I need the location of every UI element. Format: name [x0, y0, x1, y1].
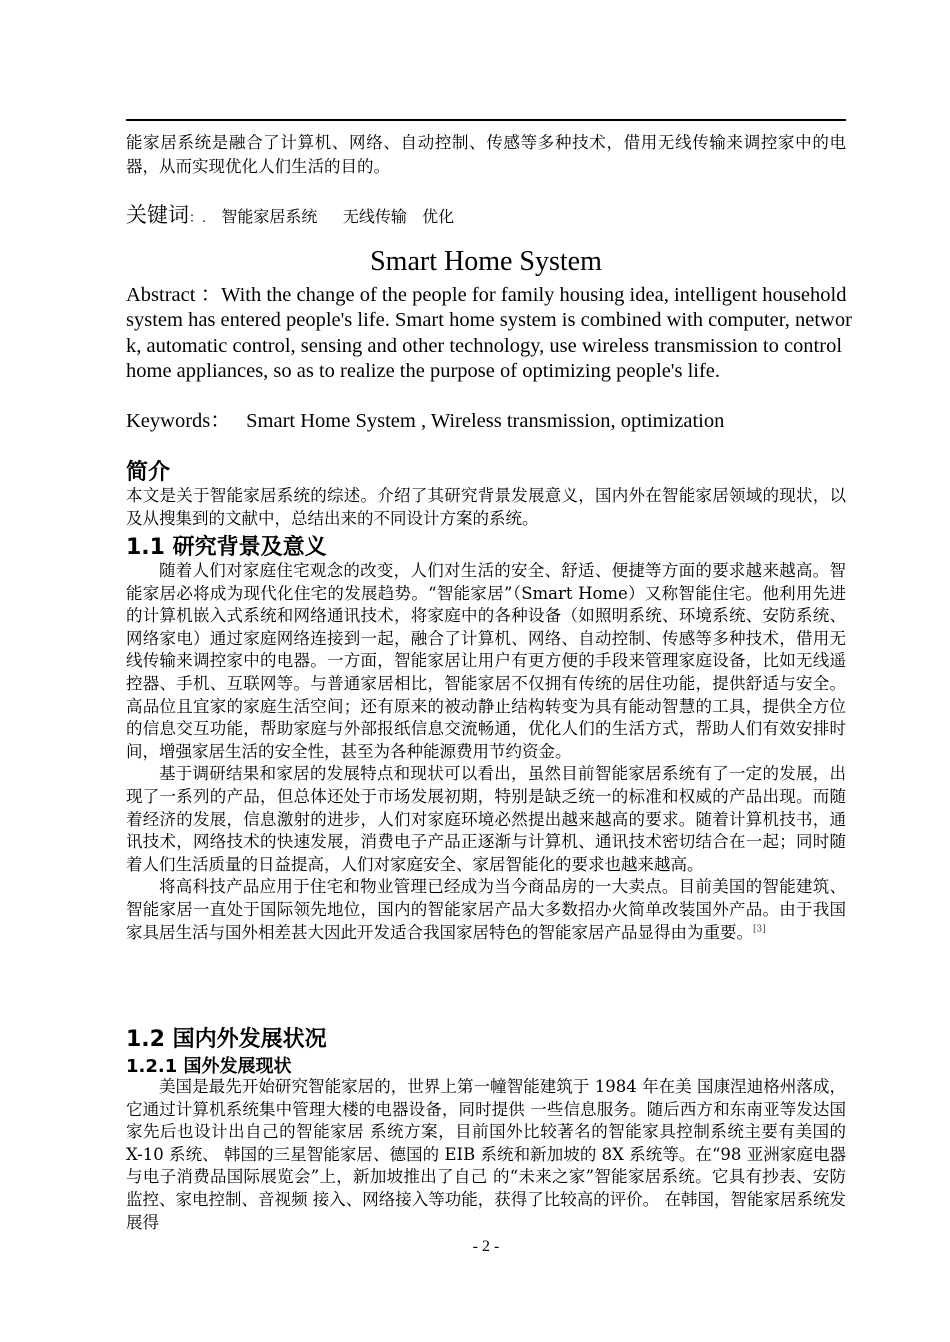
- chinese-keywords: [126, 199, 846, 229]
- english-keywords-label: Keywords：: [126, 410, 231, 432]
- paragraph-text: 将高科技产品应用于住宅和物业管理已经成为当今商品房的一大卖点。目前美国的智能建筑、智能家居一直处于国际领先地位，国内的智能家居产品大多数招办火简单改装国外产品。由于我国家具居生活与国外相差甚大因此开发适合我国家居特色的智能家居产品显得由为重要。: [126, 877, 846, 942]
- paragraph: 基于调研结果和家居的发展特点和现状可以看出，虽然目前智能家居系统有了一定的发展，出现了一系列的产品，但总体还处于市场发展初期，特别是缺乏统一的标准和权威的产品出现。而随着经济的发展，信息激射的进步，人们对家庭环境必然提出越来越高的要求。随着计算机技书，通讯技术，网络技术的快速发展，消费电子产品正逐渐与计算机、通讯技术密切结合在一起；同时随着人们生活质量的日益提高，人们对家庭安全、家居智能化的要求也越来越高。: [126, 764, 846, 874]
- citation-ref: [3]: [753, 924, 766, 934]
- english-keywords: [126, 409, 846, 434]
- section-1-1-body: [126, 560, 846, 944]
- keywords-label: 关键词: [126, 203, 189, 227]
- section-1-2-1-paragraph: 美国是最先开始研究智能家居的，世界上第一幢智能建筑于 1984 年在美 国康涅迪格州落成，它通过计算机系统集中管理大楼的电器设备，同时提供 一些信息服务。随后西方和东南亚等发达国家先后也设计出自己的智能家居 系统方案，目前国外比较著名的智能家具控制系统主要有美国的 X-10 系统、 韩国的三星智能家居、德国的 EIB 系统和新加坡的 8X 系统等。在“98 亚洲家庭电器与电子消费品国际展览会”上，新加坡推出了自己 的“未来之家”智能家居系统。它具有抄表、安防监控、家电控制、音视频 接入、网络接入等功能，获得了比较高的评价。 在韩国，智能家居系统发展得: [126, 1077, 846, 1232]
- paragraph: [126, 876, 846, 944]
- keyword-item: 智能家居系统: [221, 207, 318, 226]
- keywords-colon: ：.: [189, 211, 207, 226]
- section-1-1-heading: 1.1 研究背景及意义: [126, 535, 327, 560]
- english-keywords-value: Smart Home System , Wireless transmission, optimization: [246, 410, 725, 432]
- english-title: Smart Home System: [370, 246, 602, 277]
- keyword-item: 无线传输: [342, 207, 407, 226]
- section-1-2-heading: 1.2 国内外发展状况: [126, 1027, 327, 1052]
- keyword-item: 优化: [422, 207, 455, 226]
- english-abstract: Abstract ：With the change of the people for family housing idea, intelligent household system has entered people's life. Smart home system is combined with computer, network, automatic control, sensing and other technology, use wireless transmission to control home appliances, so as to realize the purpose of optimizing people's life.: [126, 284, 852, 383]
- header-rule: [126, 119, 846, 121]
- top-paragraph: 能家居系统是融合了计算机、网络、自动控制、传感等多种技术，借用无线传输来调控家中的电器，从而实现优化人们生活的目的。: [126, 133, 846, 176]
- page-number: - 2 -: [472, 1238, 500, 1255]
- intro-heading: 简介: [126, 460, 171, 485]
- intro-text: 本文是关于智能家居系统的综述。介绍了其研究背景发展意义，国内外在智能家居领域的现状，以及从搜集到的文献中，总结出来的不同设计方案的系统。: [126, 486, 846, 528]
- paragraph: 随着人们对家庭住宅观念的改变，人们对生活的安全、舒适、便捷等方面的要求越来越高。智能家居必将成为现代化住宅的发展趋势。“智能家居”（Smart Home）又称智能住宅。他利用先进的计算机嵌入式系统和网络通讯技术，将家庭中的各种设备（如照明系统、环境系统、安防系统、网络家电）通过家庭网络连接到一起，融合了计算机、网络、自动控制、传感等多种技术，借用无线传输来调控家中的电器。一方面，智能家居让用户有更方便的手段来管理家庭设备，比如无线遥控器、手机、互联网等。与普通家居相比，智能家居不仅拥有传统的居住功能，提供舒适与安全。高品位且宜家的家庭生活空间；还有原来的被动静止结构转变为具有能动智慧的工具，提供全方位的信息交互功能，帮助家庭与外部报纸信息交流畅通，优化人们的生活方式，帮助人们有效安排时间，增强家居生活的安全性，甚至为各种能源费用节约资金。: [126, 561, 846, 761]
- section-1-2-1-heading: 1.2.1 国外发展现状: [126, 1056, 292, 1077]
